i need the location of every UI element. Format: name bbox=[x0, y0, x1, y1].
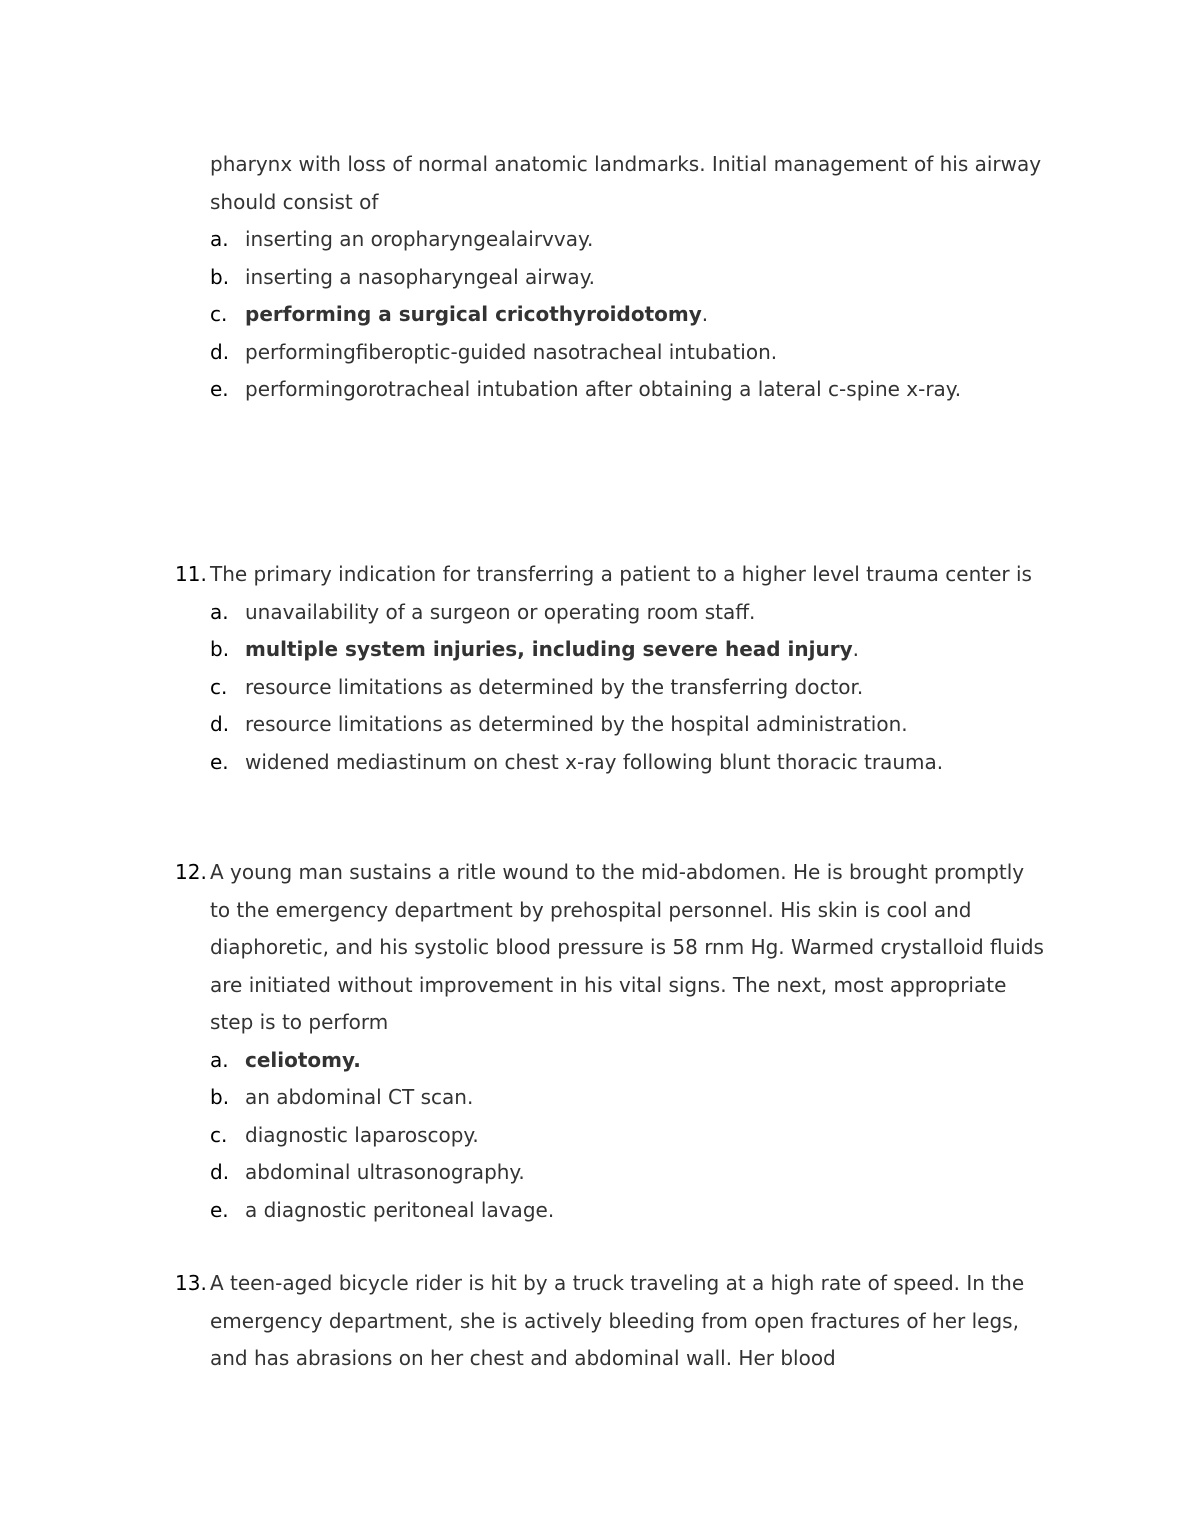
answer-option bbox=[210, 594, 1045, 632]
option-text: inserting a nasopharyngeal airway. bbox=[245, 264, 596, 289]
option-letter: a. bbox=[210, 227, 229, 251]
option-text: a diagnostic peritoneal lavage. bbox=[245, 1197, 555, 1222]
option-letter: d. bbox=[210, 339, 230, 364]
option-letter: a. bbox=[210, 1047, 229, 1072]
option-letter: c. bbox=[210, 1122, 228, 1147]
question-stem: A teen-aged bicycle rider is hit by a truck traveling at a high rate of speed. In the emergency department, she is actively bleeding from open fractures of her legs, and has abrasions on her chest and abdominal wall. Her blood bbox=[210, 1271, 1025, 1370]
option-text: unavailability of a surgeon or operating room staff. bbox=[245, 599, 756, 624]
option-letter: d. bbox=[210, 712, 230, 736]
answer-options bbox=[210, 594, 1045, 782]
question-11 bbox=[175, 556, 1045, 781]
answer-option bbox=[210, 1079, 1045, 1117]
option-letter: c. bbox=[210, 674, 228, 699]
question-number: 11. bbox=[175, 562, 207, 586]
answer-option bbox=[210, 259, 1045, 297]
option-letter: c. bbox=[210, 302, 228, 326]
answer-option bbox=[210, 296, 1045, 334]
answer-option bbox=[210, 631, 1045, 669]
correct-answer-text: multiple system injuries, including severe head injury bbox=[245, 637, 853, 661]
option-letter: e. bbox=[210, 749, 229, 774]
question-stem: A young man sustains a ritle wound to the mid-abdomen. He is brought promptly to the emergency department by prehospital personnel. His skin is cool and diaphoretic, and his systolic blood pressure is 58 rnm Hg. Warmed crystalloid fluids are initiated without improvement in his vital signs. The next, most appropriate step is to perform bbox=[210, 860, 1044, 1034]
answer-option bbox=[210, 1042, 1045, 1080]
answer-option bbox=[210, 1117, 1045, 1155]
option-letter: b. bbox=[210, 1085, 230, 1109]
question-stem: The primary indication for transferring a patient to a higher level trauma center is bbox=[210, 562, 1032, 586]
option-letter: e. bbox=[210, 1197, 229, 1222]
option-text: an abdominal CT scan. bbox=[245, 1085, 474, 1109]
answer-options bbox=[210, 1042, 1045, 1230]
correct-answer-text: performing a surgical cricothyroidotomy bbox=[245, 302, 702, 326]
answer-option bbox=[210, 371, 1045, 409]
question-number: 12. bbox=[175, 860, 207, 884]
answer-option bbox=[210, 669, 1045, 707]
option-text: resource limitations as determined by the transferring doctor. bbox=[245, 674, 864, 699]
option-letter: d. bbox=[210, 1160, 230, 1184]
option-text: performingfiberoptic-guided nasotracheal intubation. bbox=[245, 339, 778, 364]
option-text: inserting an oropharyngealairvvay. bbox=[245, 227, 594, 251]
answer-option bbox=[210, 744, 1045, 782]
question-stem: pharynx with loss of normal anatomic landmarks. Initial management of his airway should consist of bbox=[210, 152, 1042, 214]
option-letter: a. bbox=[210, 599, 229, 624]
option-punctuation: . bbox=[701, 302, 709, 326]
option-letter: e. bbox=[210, 377, 229, 401]
option-text: abdominal ultrasonography. bbox=[245, 1160, 525, 1184]
option-letter: b. bbox=[210, 637, 230, 661]
question-12 bbox=[175, 854, 1045, 1229]
option-text: widened mediastinum on chest x-ray following blunt thoracic trauma. bbox=[245, 749, 944, 774]
question-10-continuation bbox=[175, 146, 1045, 409]
answer-option bbox=[210, 221, 1045, 259]
answer-option bbox=[210, 706, 1045, 744]
option-letter: b. bbox=[210, 264, 230, 289]
correct-answer-text: celiotomy. bbox=[245, 1047, 361, 1072]
option-punctuation: . bbox=[852, 637, 859, 661]
question-number: 13. bbox=[175, 1271, 207, 1295]
option-text: diagnostic laparoscopy. bbox=[245, 1122, 479, 1147]
option-text: performingorotracheal intubation after obtaining a lateral c-spine x-ray. bbox=[245, 377, 962, 401]
answer-option bbox=[210, 1192, 1045, 1230]
answer-option bbox=[210, 1154, 1045, 1192]
answer-options bbox=[210, 221, 1045, 409]
option-text: resource limitations as determined by the hospital administration. bbox=[245, 712, 908, 736]
answer-option bbox=[210, 334, 1045, 372]
question-13 bbox=[175, 1265, 1045, 1378]
